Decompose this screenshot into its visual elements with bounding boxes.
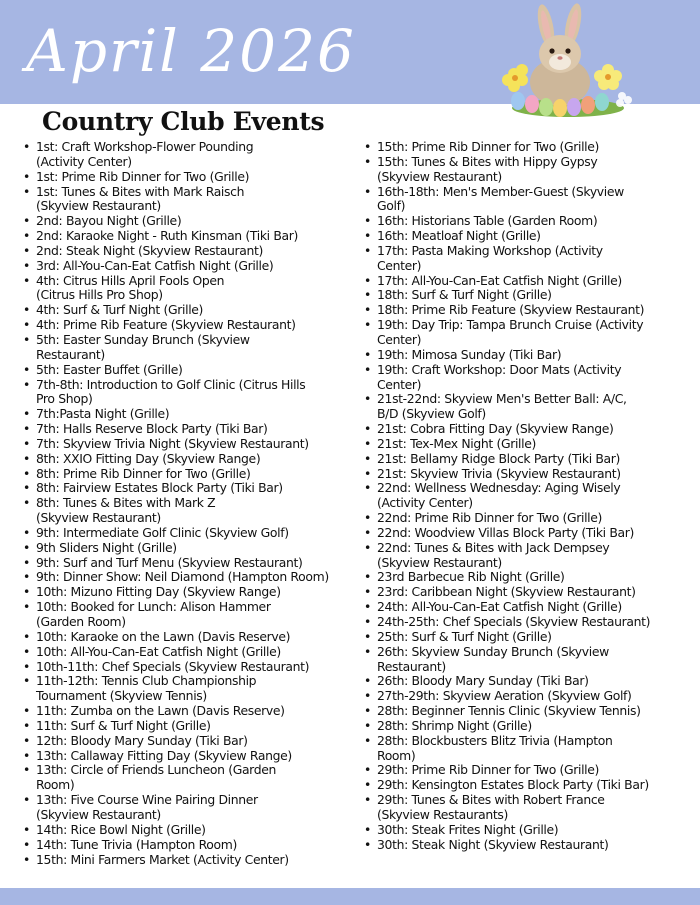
event-item [23, 259, 353, 274]
bullet-icon: • [364, 480, 371, 496]
bullet-icon: • [364, 539, 371, 555]
bullet-icon: • [364, 450, 371, 466]
event-item [23, 704, 353, 719]
event-text: 15th: Mini Farmers Market (Activity Center) [36, 851, 289, 867]
event-text: 7th:Pasta Night (Grille) [36, 406, 170, 422]
event-item [364, 838, 694, 853]
event-item [23, 244, 353, 259]
event-item [364, 140, 694, 155]
event-item [364, 155, 694, 185]
event-item [364, 392, 694, 422]
easter-bunny-icon [496, 0, 634, 122]
bullet-icon: • [23, 524, 30, 540]
event-text: 10th: Mizuno Fitting Day (Skyview Range) [36, 584, 281, 600]
event-item [23, 526, 353, 541]
bullet-icon: • [23, 257, 30, 273]
event-text: 14th: Tune Trivia (Hampton Room) [36, 836, 237, 852]
event-item [23, 363, 353, 378]
event-text: 21st: Bellamy Ridge Block Party (Tiki Bar) [377, 450, 621, 466]
event-text: 29th: Tunes & Bites with Robert France (Skyview Restaurants) [377, 792, 605, 822]
event-item [364, 244, 694, 274]
bullet-icon: • [23, 242, 30, 258]
event-text: 7th: Skyview Trivia Night (Skyview Restaurant) [36, 435, 309, 451]
event-text: 14th: Rice Bowl Night (Grille) [36, 821, 206, 837]
event-text: 4th: Surf & Turf Night (Grille) [36, 302, 204, 318]
event-text: 21st: Skyview Trivia (Skyview Restaurant) [377, 465, 621, 481]
bullet-icon: • [364, 643, 371, 659]
event-item [364, 630, 694, 645]
bullet-icon: • [364, 139, 371, 154]
event-text: 8th: Fairview Estates Block Party (Tiki Bar) [36, 480, 283, 496]
events-list-left [23, 140, 353, 867]
bullet-icon: • [364, 836, 371, 852]
event-item [23, 274, 353, 304]
event-text: 15th: Tunes & Bites with Hippy Gypsy (Skyview Restaurant) [377, 153, 598, 184]
bullet-icon: • [364, 213, 371, 229]
bullet-icon: • [364, 346, 371, 362]
event-text: 11th: Zumba on the Lawn (Davis Reserve) [36, 703, 285, 719]
event-item [23, 378, 353, 408]
page-heading: Country Club Events [42, 107, 325, 136]
bullet-icon: • [23, 836, 30, 852]
event-item [23, 333, 353, 363]
bullet-icon: • [23, 851, 30, 867]
event-text: 10th: All-You-Can-Eat Catfish Night (Grille) [36, 643, 281, 659]
event-item [23, 467, 353, 482]
bullet-icon: • [23, 599, 30, 615]
bullet-icon: • [23, 331, 30, 347]
event-text: 28th: Beginner Tennis Clinic (Skyview Tennis) [377, 703, 641, 719]
event-item [23, 229, 353, 244]
bullet-icon: • [364, 821, 371, 837]
event-text: 16th: Historians Table (Garden Room) [377, 213, 598, 229]
event-text: 21st: Cobra Fitting Day (Skyview Range) [377, 421, 614, 437]
event-item [364, 674, 694, 689]
event-text: 9th: Surf and Turf Menu (Skyview Restaurant) [36, 554, 303, 570]
event-item [23, 422, 353, 437]
bullet-icon: • [364, 361, 371, 377]
event-text: 7th: Halls Reserve Block Party (Tiki Bar) [36, 421, 268, 437]
event-item [23, 185, 353, 215]
event-item [364, 363, 694, 393]
bullet-icon: • [23, 762, 30, 778]
bullet-icon: • [23, 361, 30, 377]
event-item [23, 140, 353, 170]
event-item [23, 541, 353, 556]
bullet-icon: • [23, 703, 30, 719]
bullet-icon: • [23, 747, 30, 763]
bullet-icon: • [23, 272, 30, 288]
event-text: 13th: Five Course Wine Pairing Dinner (Skyview Restaurant) [36, 792, 258, 822]
event-item [23, 793, 353, 823]
event-text: 4th: Citrus Hills April Fools Open (Citrus Hills Pro Shop) [36, 272, 225, 303]
bullet-icon: • [364, 228, 371, 244]
event-text: 18th: Surf & Turf Night (Grille) [377, 287, 552, 303]
bullet-icon: • [364, 762, 371, 778]
event-text: 30th: Steak Night (Skyview Restaurant) [377, 836, 609, 852]
event-item [364, 452, 694, 467]
event-text: 3rd: All-You-Can-Eat Catfish Night (Grille) [36, 257, 274, 273]
bullet-icon: • [23, 628, 30, 644]
bullet-icon: • [364, 465, 371, 481]
event-item [23, 556, 353, 571]
event-text: 29th: Prime Rib Dinner for Two (Grille) [377, 762, 600, 778]
event-text: 11th-12th: Tennis Club Championship Tournament (Skyview Tennis) [36, 673, 257, 704]
event-text: 29th: Kensington Estates Block Party (Tiki Bar) [377, 777, 649, 793]
bullet-icon: • [23, 228, 30, 244]
event-text: 27th-29th: Skyview Aeration (Skyview Golf) [377, 688, 632, 704]
event-text: 1st: Prime Rib Dinner for Two (Grille) [36, 168, 250, 184]
bullet-icon: • [364, 777, 371, 793]
bullet-icon: • [23, 376, 30, 392]
event-text: 22nd: Tunes & Bites with Jack Dempsey (Skyview Restaurant) [377, 539, 610, 570]
bullet-icon: • [23, 584, 30, 600]
event-text: 23rd: Caribbean Night (Skyview Restaurant) [377, 584, 636, 600]
event-item [364, 793, 694, 823]
event-item [364, 704, 694, 719]
bullet-icon: • [364, 688, 371, 704]
event-text: 16th: Meatloaf Night (Grille) [377, 228, 541, 244]
event-item [364, 645, 694, 675]
event-text: 9th: Intermediate Golf Clinic (Skyview Golf) [36, 524, 289, 540]
event-text: 13th: Callaway Fitting Day (Skyview Range) [36, 747, 292, 763]
event-text: 5th: Easter Buffet (Grille) [36, 361, 183, 377]
event-item [23, 214, 353, 229]
event-text: 2nd: Steak Night (Skyview Restaurant) [36, 242, 263, 258]
event-item [364, 585, 694, 600]
bullet-icon: • [364, 435, 371, 451]
bullet-icon: • [364, 421, 371, 437]
event-item [23, 660, 353, 675]
event-text: 9th Sliders Night (Grille) [36, 539, 177, 555]
event-item [23, 496, 353, 526]
event-text: 8th: XXIO Fitting Day (Skyview Range) [36, 450, 261, 466]
event-text: 26th: Skyview Sunday Brunch (Skyview Restaurant) [377, 643, 609, 674]
event-text: 22nd: Prime Rib Dinner for Two (Grille) [377, 510, 603, 526]
event-text: 18th: Prime Rib Feature (Skyview Restaurant) [377, 302, 645, 318]
event-item [364, 437, 694, 452]
event-text: 15th: Prime Rib Dinner for Two (Grille) [377, 139, 600, 154]
event-text: 5th: Easter Sunday Brunch (Skyview Restaurant) [36, 331, 250, 362]
event-item [364, 541, 694, 571]
bullet-icon: • [23, 406, 30, 422]
event-item [364, 229, 694, 244]
event-text: 13th: Circle of Friends Luncheon (Garden Room) [36, 762, 277, 793]
event-item [23, 763, 353, 793]
bullet-icon: • [23, 302, 30, 318]
event-item [23, 719, 353, 734]
event-text: 16th-18th: Men's Member-Guest (Skyview Golf) [377, 183, 624, 214]
event-item [23, 749, 353, 764]
bullet-icon: • [364, 153, 371, 169]
bullet-icon: • [23, 139, 30, 154]
event-item [23, 570, 353, 585]
bullet-icon: • [364, 317, 371, 333]
event-item [23, 303, 353, 318]
event-text: 28th: Shrimp Night (Grille) [377, 717, 532, 733]
event-text: 2nd: Bayou Night (Grille) [36, 213, 182, 229]
bullet-icon: • [23, 539, 30, 555]
bullet-icon: • [23, 435, 30, 451]
event-item [364, 823, 694, 838]
bullet-icon: • [364, 792, 371, 808]
bullet-icon: • [23, 554, 30, 570]
bullet-icon: • [364, 302, 371, 318]
event-text: 22nd: Woodview Villas Block Party (Tiki Bar) [377, 524, 634, 540]
events-list-right [364, 140, 694, 853]
event-item [364, 719, 694, 734]
bullet-icon: • [364, 391, 371, 407]
bullet-icon: • [23, 450, 30, 466]
event-item [364, 214, 694, 229]
bullet-icon: • [23, 421, 30, 437]
event-item [23, 853, 353, 868]
event-text: 9th: Dinner Show: Neil Diamond (Hampton Room) [36, 569, 329, 585]
event-item [23, 645, 353, 660]
event-item [364, 481, 694, 511]
bullet-icon: • [23, 168, 30, 184]
event-item [23, 318, 353, 333]
event-text: 30th: Steak Frites Night (Grille) [377, 821, 559, 837]
event-text: 19th: Day Trip: Tampa Brunch Cruise (Activity Center) [377, 317, 644, 347]
bullet-icon: • [364, 732, 371, 748]
bullet-icon: • [23, 821, 30, 837]
event-item [364, 318, 694, 348]
event-item [364, 185, 694, 215]
bullet-icon: • [364, 287, 371, 303]
bullet-icon: • [23, 480, 30, 496]
bullet-icon: • [364, 628, 371, 644]
event-item [364, 274, 694, 289]
event-text: 25th: Surf & Turf Night (Grille) [377, 628, 552, 644]
event-text: 8th: Prime Rib Dinner for Two (Grille) [36, 465, 251, 481]
bullet-icon: • [23, 643, 30, 659]
bullet-icon: • [364, 614, 371, 629]
event-item [23, 407, 353, 422]
event-item [364, 288, 694, 303]
event-text: 19th: Craft Workshop: Door Mats (Activity Center) [377, 361, 622, 392]
event-item [23, 734, 353, 749]
event-item [23, 674, 353, 704]
event-text: 1st: Craft Workshop-Flower Pounding (Activity Center) [36, 139, 254, 169]
bullet-icon: • [23, 792, 30, 808]
event-item [23, 170, 353, 185]
event-text: 21st: Tex-Mex Night (Grille) [377, 435, 536, 451]
bullet-icon: • [364, 242, 371, 258]
bullet-icon: • [23, 717, 30, 733]
event-item [23, 585, 353, 600]
event-item [23, 600, 353, 630]
event-text: 17th: All-You-Can-Eat Catfish Night (Grille) [377, 272, 622, 288]
bullet-icon: • [23, 673, 30, 689]
event-item [364, 422, 694, 437]
event-item [364, 526, 694, 541]
event-item [364, 467, 694, 482]
event-item [23, 838, 353, 853]
bullet-icon: • [364, 569, 371, 585]
event-item [364, 511, 694, 526]
event-text: 17th: Pasta Making Workshop (Activity Center) [377, 242, 603, 273]
bullet-icon: • [364, 599, 371, 615]
event-text: 10th-11th: Chef Specials (Skyview Restaurant) [36, 658, 310, 674]
event-item [23, 823, 353, 838]
month-title: April 2026 [26, 17, 356, 85]
event-text: 26th: Bloody Mary Sunday (Tiki Bar) [377, 673, 589, 689]
event-text: 10th: Karaoke on the Lawn (Davis Reserve) [36, 628, 291, 644]
event-item [364, 303, 694, 318]
event-text: 21st-22nd: Skyview Men's Better Ball: A/C, B/D (Skyview Golf) [377, 391, 627, 422]
event-text: 1st: Tunes & Bites with Mark Raisch (Skyview Restaurant) [36, 183, 245, 214]
event-text: 7th-8th: Introduction to Golf Clinic (Citrus Hills Pro Shop) [36, 376, 306, 407]
event-text: 24th: All-You-Can-Eat Catfish Night (Grille) [377, 599, 622, 615]
bullet-icon: • [23, 213, 30, 229]
event-item [23, 630, 353, 645]
bullet-icon: • [364, 673, 371, 689]
event-text: 19th: Mimosa Sunday (Tiki Bar) [377, 346, 562, 362]
event-text: 10th: Booked for Lunch: Alison Hammer (Garden Room) [36, 599, 271, 629]
bullet-icon: • [23, 658, 30, 674]
event-item [364, 348, 694, 363]
bullet-icon: • [23, 465, 30, 481]
event-text: 24th-25th: Chef Specials (Skyview Restaurant) [377, 614, 651, 629]
bullet-icon: • [364, 584, 371, 600]
event-item [364, 763, 694, 778]
bullet-icon: • [23, 317, 30, 333]
event-text: 8th: Tunes & Bites with Mark Z (Skyview Restaurant) [36, 495, 216, 526]
event-item [364, 689, 694, 704]
footer-bar [0, 888, 700, 905]
bullet-icon: • [23, 495, 30, 511]
bullet-icon: • [364, 524, 371, 540]
event-item [364, 615, 694, 630]
event-item [364, 570, 694, 585]
bullet-icon: • [23, 732, 30, 748]
bullet-icon: • [364, 717, 371, 733]
event-text: 22nd: Wellness Wednesday: Aging Wisely (Activity Center) [377, 480, 621, 511]
bullet-icon: • [23, 183, 30, 199]
bullet-icon: • [23, 569, 30, 585]
event-text: 23rd Barbecue Rib Night (Grille) [377, 569, 565, 585]
event-item [364, 600, 694, 615]
bullet-icon: • [364, 703, 371, 719]
bullet-icon: • [364, 272, 371, 288]
event-text: 11th: Surf & Turf Night (Grille) [36, 717, 211, 733]
event-text: 2nd: Karaoke Night - Ruth Kinsman (Tiki Bar) [36, 228, 298, 244]
event-item [364, 778, 694, 793]
event-item [23, 481, 353, 496]
event-item [23, 437, 353, 452]
event-text: 12th: Bloody Mary Sunday (Tiki Bar) [36, 732, 248, 748]
event-item [23, 452, 353, 467]
event-text: 28th: Blockbusters Blitz Trivia (Hampton Room) [377, 732, 613, 763]
event-item [364, 734, 694, 764]
event-text: 4th: Prime Rib Feature (Skyview Restaurant) [36, 317, 296, 333]
bullet-icon: • [364, 510, 371, 526]
bullet-icon: • [364, 183, 371, 199]
